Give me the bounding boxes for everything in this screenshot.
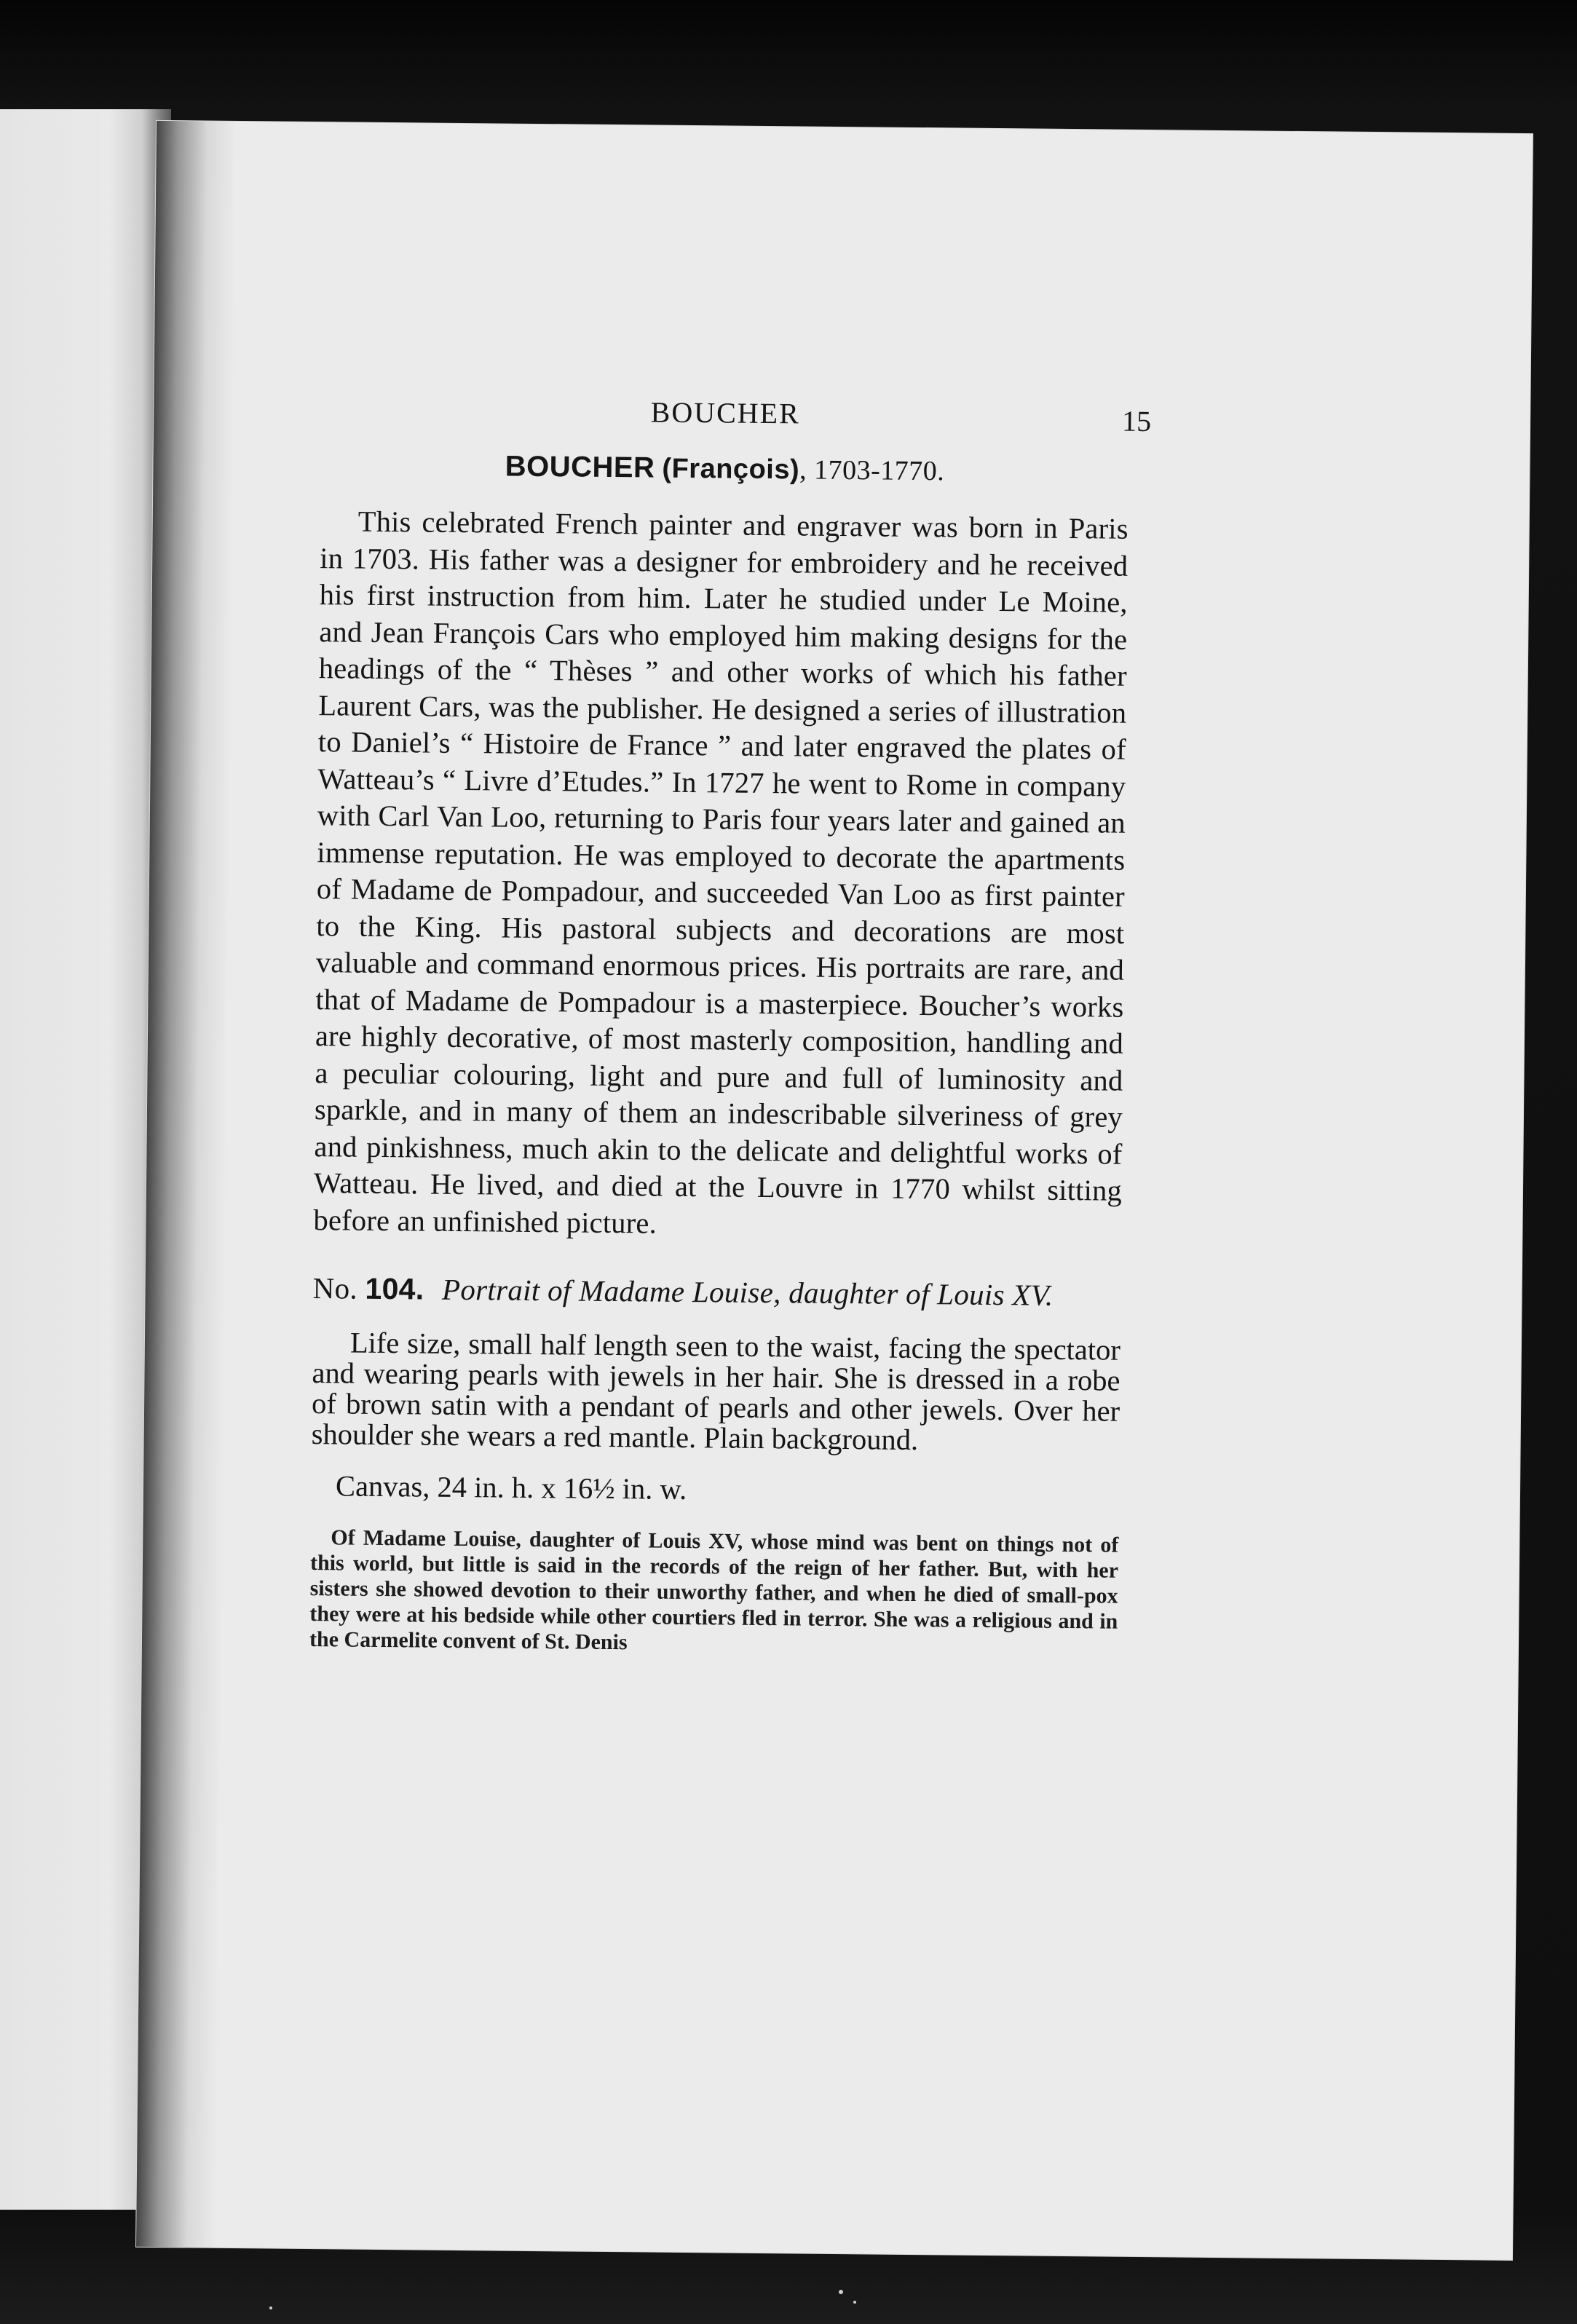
page-text	[309, 392, 1152, 1660]
item-number-prefix: No.	[312, 1271, 358, 1305]
item-dimensions: Canvas, 24 in. h. x 16½ in. w.	[335, 1469, 687, 1506]
artist-given-name: (François)	[662, 453, 800, 486]
item-title: Portrait of Madame Louise, daughter of Louis XV.	[441, 1272, 1054, 1312]
artist-biography: This celebrated French painter and engraver was born in Paris in 1703. His father was a designer for embroidery and he received his first instruction from him. Later he studied under Le Moine, and Jean François Cars who employed him making designs for the headings of the “ Thèses ” and other works of which his father Laurent Cars, was the publisher. He designed a series of illustration to Daniel’s “ Histoire de France ” and later engraved the plates of Watteau’s “ Livre d’Etudes.” In 1727 he went to Rome in company with Carl Van Loo, returning to Paris four years later and gained an immense reputation. He was employed to decorate the apartments of Madame de Pompadour, and succeeded Van Loo as first painter to the King. His pastoral subjects and decorations are most valuable and command enormous prices. His portraits are rare, and that of Madame de Pompadour is a masterpiece. Boucher’s works are highly decorative, of most masterly composition, handling and a peculiar colouring, light and pure and full of luminosity and sparkle, and in many of them an indescribable silveriness of grey and pinkishness, much akin to the delicate and delightful works of Watteau. He lived, and died at the Louvre in 1770 whilst sitting before an unfinished picture.	[313, 505, 1129, 1240]
item-note: Of Madame Louise, daughter of Louis XV, whose mind was bent on things not of this world, but little is said in the records of the reign of her father. But, with her sisters she showed devotion to their unworthy father, and when he died of small-pox they were at his bedside while other courtiers fled in terror. She was a religious and in the Carmelite convent of St. Denis	[309, 1525, 1119, 1655]
artist-surname: BOUCHER	[505, 450, 655, 484]
scan-speck	[839, 2290, 843, 2294]
scan-speck	[269, 2307, 272, 2309]
scan-speck	[853, 2301, 856, 2304]
running-head	[321, 392, 1152, 443]
item-number: 104.	[365, 1271, 424, 1306]
book-page	[136, 121, 1533, 2260]
item-description: Life size, small half length seen to the waist, facing the spectator and wearing pearls with jewels in her hair. She is dressed in a robe of brown satin with a pendant of pearls and other jewels. Over her shoulder she wears a red mantle. Plain background.	[311, 1326, 1121, 1457]
artist-heading	[320, 448, 1129, 489]
running-title: BOUCHER	[650, 395, 801, 430]
catalogue-item-heading	[312, 1270, 1120, 1313]
artist-dates: , 1703-1770.	[799, 454, 945, 487]
page-number: 15	[1121, 404, 1152, 438]
